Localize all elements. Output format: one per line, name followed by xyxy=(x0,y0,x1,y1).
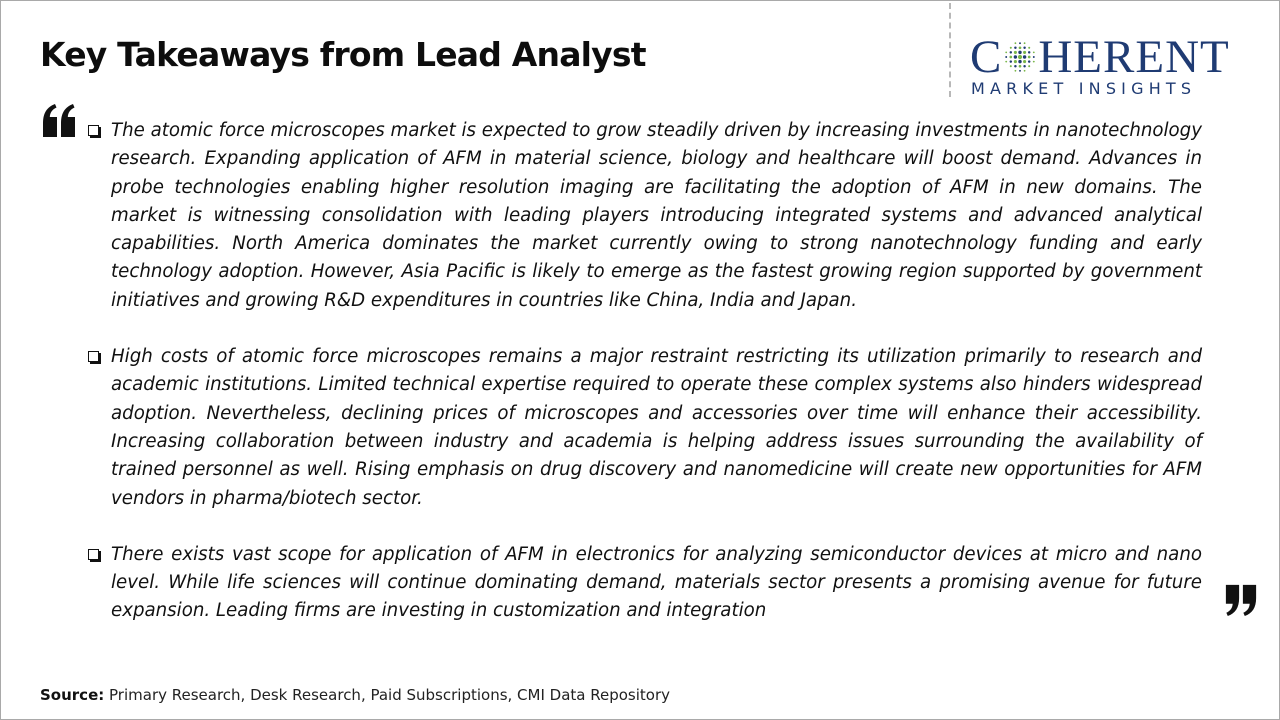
logo-dot xyxy=(1015,70,1017,72)
logo-dot xyxy=(1006,52,1008,54)
logo-dot xyxy=(1033,52,1035,54)
checkbox-bullet-icon xyxy=(88,351,99,362)
logo-dot xyxy=(1024,65,1026,67)
logo-dot xyxy=(1028,56,1031,59)
logo-dot xyxy=(1019,70,1021,72)
logo-dot xyxy=(1019,46,1022,49)
company-logo xyxy=(970,31,1262,101)
logo-dot xyxy=(1023,55,1026,58)
logo-dot xyxy=(1024,42,1026,44)
source-text: Primary Research, Desk Research, Paid Subscriptions, CMI Data Repository xyxy=(104,686,671,704)
checkbox-bullet-icon xyxy=(88,125,99,136)
takeaway-item xyxy=(87,117,1202,315)
page-title: Key Takeaways from Lead Analyst xyxy=(40,35,646,74)
logo-divider xyxy=(949,3,951,97)
logo-dot xyxy=(1023,51,1026,54)
logo-dot xyxy=(1028,51,1030,53)
logo-dot xyxy=(1033,56,1035,58)
logo-dot xyxy=(1014,51,1017,54)
logo-dot xyxy=(1033,61,1035,63)
logo-dot xyxy=(1010,47,1012,49)
logo-dot xyxy=(1019,42,1021,44)
logo-dot xyxy=(1029,47,1031,49)
takeaway-text: The atomic force microscopes market is expected to grow steadily driven by increasing investments in nanotechnology research. Expanding application of AFM in material science, biology and healthcare will boost demand. Advances in probe technologies enabling higher resolution imaging are facilitating the adoption of AFM in new domains. The market is witnessing consolidation with leading players introducing integrated systems and advanced analytical capabilities. North America dominates the market currently owing to strong nanotechnology funding and early technology adoption. However, Asia Pacific is likely to emerge as the fastest growing region supported by government initiatives and growing R&D expenditures in countries like China, India and Japan. xyxy=(111,120,1202,311)
takeaway-item xyxy=(87,541,1202,626)
logo-dot xyxy=(1015,47,1017,49)
logo-dot xyxy=(1019,60,1022,63)
logo-dot xyxy=(1023,60,1026,63)
source-note xyxy=(40,686,670,704)
logo-dot xyxy=(1024,70,1026,72)
logo-wordmark xyxy=(970,31,1230,83)
logo-dot xyxy=(1006,61,1008,63)
takeaway-text: High costs of atomic force microscopes remains a major restraint restricting its utilization primarily to research and academic institutions. Limited technical expertise required to operate these complex systems also hinders widespread adoption. Nevertheless, declining prices of microscopes and accessories over time will enhance their accessibility. Increasing collaboration between industry and academia is helping address issues surrounding the availability of trained personnel as well. Rising emphasis on drug discovery and nanomedicine will create new opportunities for AFM vendors in pharma/biotech sector. xyxy=(111,346,1202,509)
logo-dot xyxy=(1010,51,1012,53)
logo-dot xyxy=(1010,56,1013,59)
logo-dot xyxy=(1028,60,1030,62)
logo-dot xyxy=(1024,47,1026,49)
logo-dot xyxy=(1015,42,1017,44)
source-label: Source: xyxy=(40,686,105,704)
logo-dot xyxy=(1019,65,1022,68)
takeaway-text: There exists vast scope for application of AFM in electronics for analyzing semiconductor devices at micro and nano level. While life sciences will continue dominating demand, materials sector presents a promising avenue for future expansion. Leading firms are investing in customization and integration xyxy=(111,543,1202,622)
logo-tagline: MARKET INSIGHTS xyxy=(971,79,1197,98)
logo-word-start: C xyxy=(970,31,1003,83)
logo-dot xyxy=(1014,60,1017,63)
logo-dot xyxy=(1019,51,1022,54)
checkbox-bullet-icon xyxy=(88,549,99,560)
logo-dot xyxy=(1015,65,1017,67)
logo-dot xyxy=(1014,55,1017,58)
logo-dot xyxy=(1010,65,1012,67)
close-quote-icon xyxy=(1224,583,1258,617)
logo-word-end: HERENT xyxy=(1038,31,1230,83)
logo-globe-icon xyxy=(1003,37,1037,77)
logo-dot xyxy=(1010,60,1012,62)
logo-dot xyxy=(1006,56,1008,58)
takeaways-list xyxy=(87,117,1202,626)
logo-dot xyxy=(1029,65,1031,67)
takeaway-item xyxy=(87,343,1202,513)
open-quote-icon xyxy=(41,103,77,139)
logo-dot xyxy=(1018,55,1022,59)
